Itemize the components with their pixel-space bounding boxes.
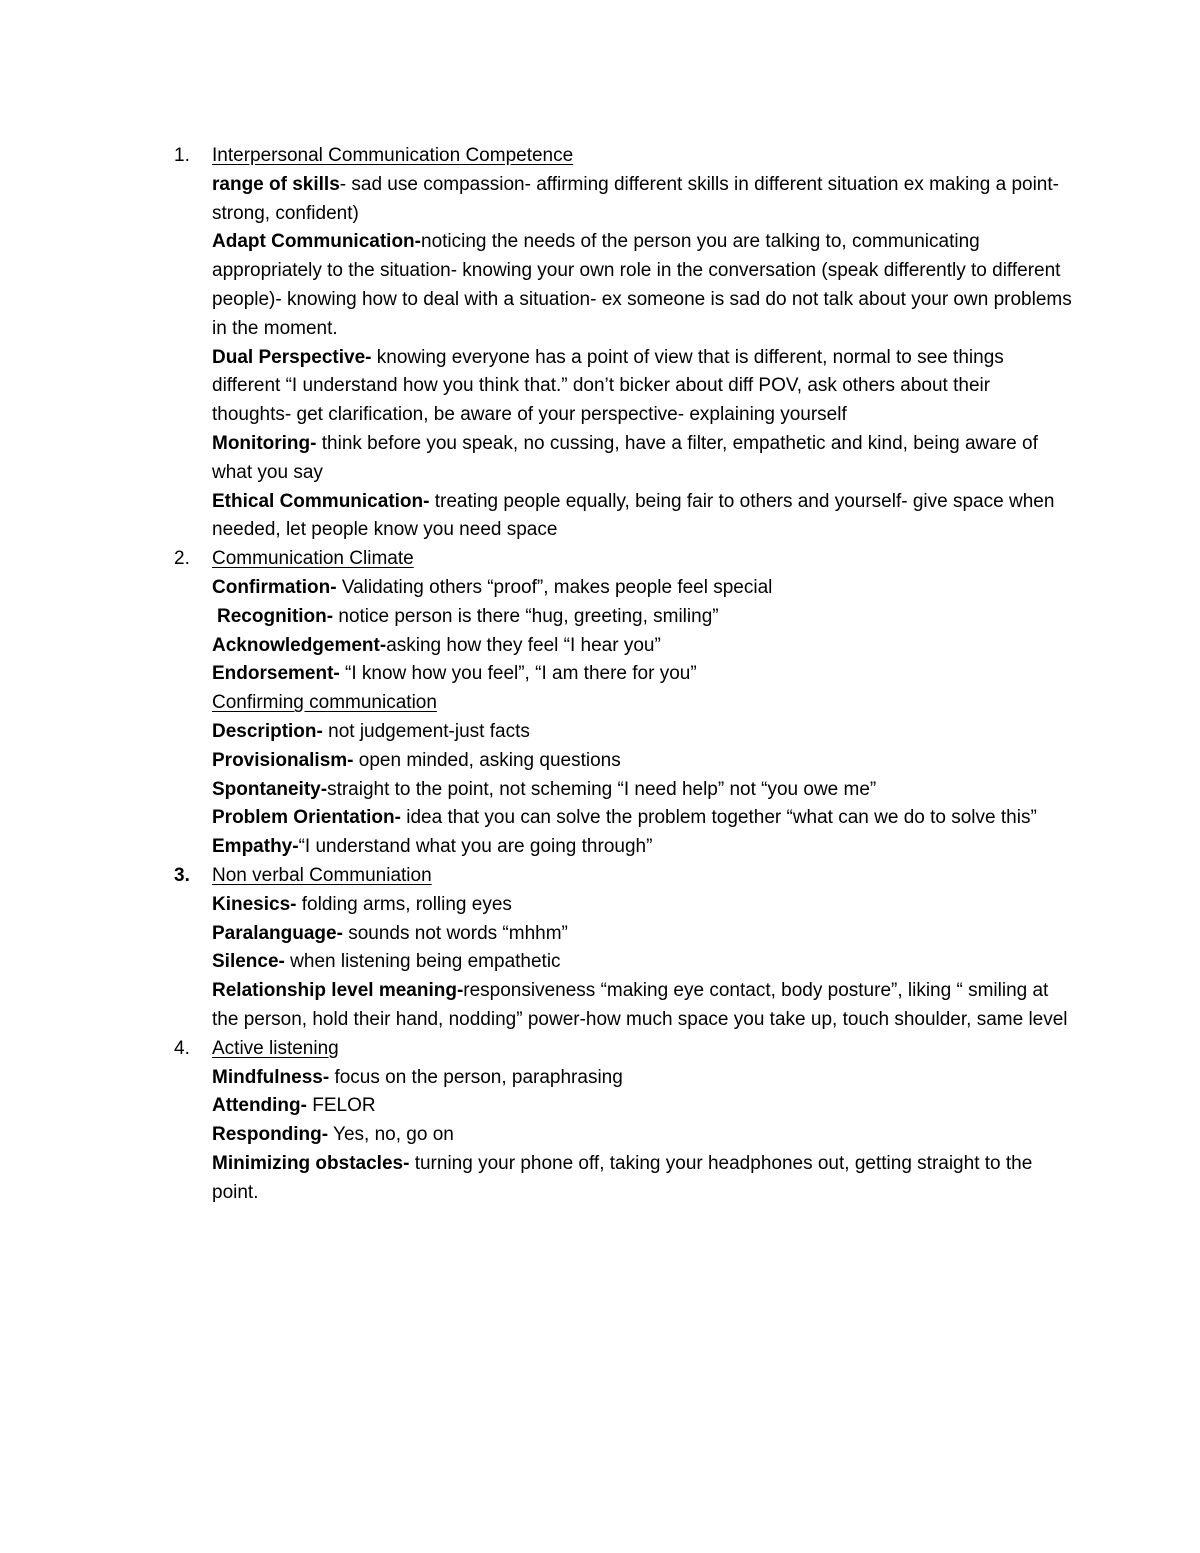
section-4 — [0, 1035, 1200, 1208]
entry-term: Monitoring- — [212, 432, 317, 454]
entry-text: straight to the point, not scheming “I need help” not “you owe me” — [327, 778, 877, 800]
section-title: Non verbal Communiation — [212, 864, 432, 886]
section-3 — [0, 862, 1200, 1035]
entry — [212, 1092, 1072, 1121]
entry-text: open minded, asking questions — [353, 749, 621, 771]
entry-text: notice person is there “hug, greeting, smiling” — [333, 605, 719, 627]
entry-term: Provisionalism- — [212, 749, 354, 771]
section-heading — [0, 1035, 1200, 1064]
entry-term: Paralanguage- — [212, 922, 343, 944]
entry-term: Relationship level meaning- — [212, 980, 464, 1002]
section-2 — [0, 545, 1200, 862]
entry — [212, 660, 1072, 689]
entry-term: Recognition- — [217, 605, 334, 627]
entry-text: turning your phone off, taking your headphones out, getting straight to the point. — [212, 1152, 1033, 1203]
entry-term: Kinesics- — [212, 893, 297, 915]
entry-text: think before you speak, no cussing, have a filter, empathetic and kind, being aware of what you say — [212, 432, 1038, 483]
entry-term: Mindfulness- — [212, 1066, 330, 1088]
entry-text: idea that you can solve the problem together “what can we do to solve this” — [400, 807, 1037, 829]
entry-term: range of skills — [212, 173, 340, 195]
entry-text: noticing the needs of the person you are talking to, communicating appropriately to the situation- knowing your own role in the conversation (speak differently to different people)- knowing how to deal with a situation- ex someone is sad do not talk about your own problems in the moment. — [212, 231, 1072, 339]
entry-text: focus on the person, paraphrasing — [329, 1066, 623, 1088]
section-1 — [0, 142, 1200, 545]
entry-text: FELOR — [306, 1095, 376, 1117]
entry-term: Minimizing obstacles- — [212, 1152, 410, 1174]
notes-content — [0, 142, 1200, 1207]
entry — [212, 977, 1072, 1035]
section-number: 1. — [174, 145, 190, 166]
entry-term: Attending- — [212, 1095, 307, 1117]
entry — [212, 344, 1072, 430]
subheading: Confirming communication — [212, 692, 437, 714]
entry-term: Description- — [212, 720, 323, 742]
section-heading — [0, 862, 1200, 891]
entry — [212, 1064, 1072, 1093]
entry-term: Acknowledgement- — [212, 634, 387, 656]
entry-term: Spontaneity- — [212, 778, 328, 800]
section-title: Interpersonal Communication Competence — [212, 145, 574, 166]
entry — [212, 776, 1072, 805]
entry — [212, 171, 1072, 229]
entry — [212, 488, 1072, 546]
entry — [212, 574, 1072, 603]
entry-term: Problem Orientation- — [212, 807, 401, 829]
entry — [212, 747, 1072, 776]
entry — [212, 920, 1072, 949]
entry-term: Dual Perspective- — [212, 346, 372, 368]
entry — [212, 632, 1072, 661]
entry-term: Adapt Communication- — [212, 231, 421, 253]
entry-text: responsiveness “making eye contact, body posture”, liking “ smiling at the person, hold their hand, nodding” power-how much space you take up, touch shoulder, same level — [212, 980, 1068, 1030]
entry-text: “I understand what you are going through” — [298, 836, 653, 858]
entry-text: folding arms, rolling eyes — [296, 893, 512, 915]
section-title: Communication Climate — [212, 548, 414, 570]
entry-term: Ethical Communication- — [212, 490, 430, 512]
entry-text: sounds not words “mhhm” — [342, 922, 568, 944]
entry-text: knowing everyone has a point of view that is different, normal to see things different “I understand how you think that.” don’t bicker about diff POV, ask others about their thoughts- get clarification, be aware of your perspective- explaining yourself — [212, 346, 1004, 426]
entry — [212, 948, 1072, 977]
section-number: 2. — [174, 548, 190, 570]
entry-term: Empathy- — [212, 836, 299, 858]
entry-text: asking how they feel “I hear you” — [386, 634, 661, 656]
section-number: 3. — [174, 864, 190, 886]
entry-text: Validating others “proof”, makes people feel special — [336, 576, 773, 598]
entry — [212, 430, 1072, 488]
entry-term: Silence- — [212, 951, 285, 973]
section-title: Active listening — [212, 1037, 339, 1059]
entry — [212, 228, 1072, 343]
entry-text: Yes, no, go on — [328, 1124, 454, 1146]
entry — [212, 891, 1072, 920]
entry — [212, 1150, 1072, 1208]
entry-term: Endorsement- — [212, 663, 340, 685]
section-heading — [0, 142, 1200, 171]
entry-text: - sad use compassion- affirming different skills in different situation ex making a point- strong, confident) — [212, 173, 1059, 224]
entry — [212, 804, 1072, 833]
entry-text: treating people equally, being fair to others and yourself- give space when needed, let people know you need space — [212, 490, 1055, 541]
entry-term: Responding- — [212, 1124, 329, 1146]
entry-text: when listening being empathetic — [284, 951, 561, 973]
entry-text: “I know how you feel”, “I am there for you” — [339, 663, 697, 685]
entry-term: Confirmation- — [212, 576, 337, 598]
section-heading — [0, 545, 1200, 574]
entry — [212, 603, 1072, 632]
entry-text: not judgement-just facts — [322, 720, 530, 742]
entry — [212, 1121, 1072, 1150]
entry — [212, 718, 1072, 747]
entry — [212, 833, 1072, 862]
section-number: 4. — [174, 1037, 190, 1059]
